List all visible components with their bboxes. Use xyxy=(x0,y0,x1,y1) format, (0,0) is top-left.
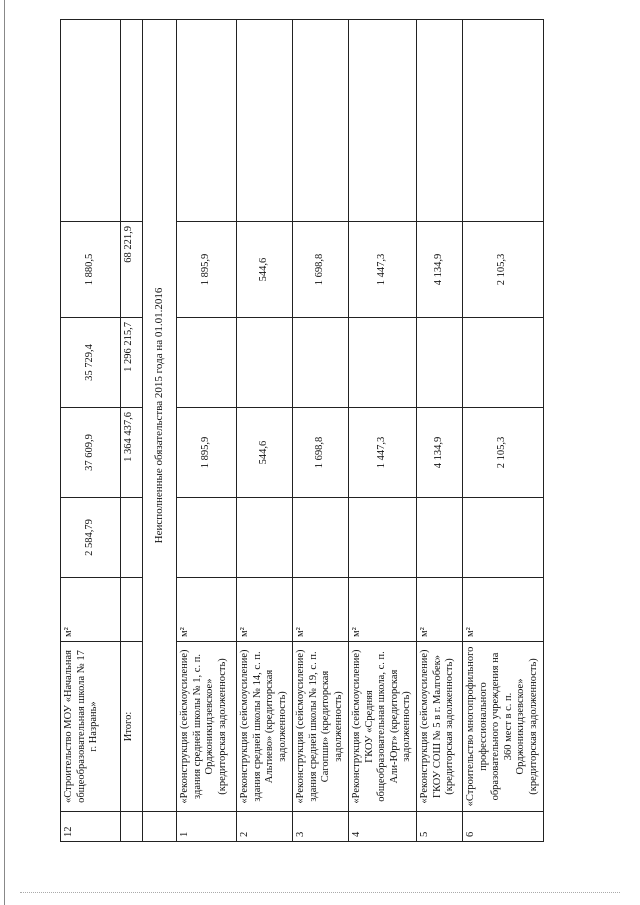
object-name: «Реконструкция (сейсмоусиление) здания средней школы № 1, с. п. Орджоникидзевское» (кредиторская задолженность) xyxy=(177,642,237,812)
rotated-page xyxy=(60,20,539,842)
empty-cell xyxy=(143,812,177,842)
empty-cell xyxy=(293,498,349,578)
object-name: «Реконструкция (сейсмоусиление) ГКОУ «Средняя общеобразовательная школа, с. п. Али-Юрт» (кредиторская задолженность) xyxy=(349,642,417,812)
object-name: «Строительство многопрофильного профессионального образовательного учреждения на 360 мест в с. п. Орджоникидзевское» (кредиторская задолженность) xyxy=(462,642,543,812)
row-number: 1 xyxy=(177,812,237,842)
value-cell: 544,6 xyxy=(237,408,293,498)
row-number: 5 xyxy=(416,812,462,842)
value-cell: 37 609,9 xyxy=(61,408,121,498)
empty-cell xyxy=(121,812,143,842)
object-name: «Реконструкция (сейсмоусиление) здания средней школы № 19, с. п. Сагопши» (кредиторская задолженность) xyxy=(293,642,349,812)
value-cell: 1 447,3 xyxy=(349,408,417,498)
empty-cell xyxy=(349,20,417,222)
value-cell: 1 895,9 xyxy=(177,222,237,318)
row-number: 2 xyxy=(237,812,293,842)
object-name: «Реконструкция (сейсмоусиление) здания средней школы № 14, с. п. Альтиево» (кредиторская задолженность) xyxy=(237,642,293,812)
table-row xyxy=(61,20,121,842)
unit-cell: м² xyxy=(177,578,237,642)
value-cell: 2 105,3 xyxy=(462,222,543,318)
empty-cell xyxy=(121,578,143,642)
row-number: 4 xyxy=(349,812,417,842)
value-cell: 2 584,79 xyxy=(61,498,121,578)
empty-cell xyxy=(121,498,143,578)
value-cell: 1 447,3 xyxy=(349,222,417,318)
table-row xyxy=(416,20,462,842)
value-cell: 4 134,9 xyxy=(416,408,462,498)
total-row xyxy=(121,20,143,842)
table-row xyxy=(462,20,543,842)
unit-cell: м² xyxy=(237,578,293,642)
total-value: 1 364 437,6 xyxy=(121,408,143,498)
empty-cell xyxy=(416,20,462,222)
value-cell: 1 698,8 xyxy=(293,222,349,318)
empty-cell xyxy=(177,498,237,578)
table-row xyxy=(177,20,237,842)
value-cell: 1 880,5 xyxy=(61,222,121,318)
row-number: 6 xyxy=(462,812,543,842)
empty-cell xyxy=(462,20,543,222)
unit-cell: м² xyxy=(293,578,349,642)
empty-cell xyxy=(121,20,143,222)
value-cell: 1 895,9 xyxy=(177,408,237,498)
object-name: «Строительство МОУ «Начальная общеобразовательная школа № 17 г. Назрань» xyxy=(61,642,121,812)
empty-cell xyxy=(177,20,237,222)
empty-cell xyxy=(293,20,349,222)
page-bottom-line xyxy=(20,892,620,893)
empty-cell xyxy=(349,498,417,578)
row-number: 3 xyxy=(293,812,349,842)
table-row xyxy=(349,20,417,842)
value-cell: 4 134,9 xyxy=(416,222,462,318)
page-left-edge xyxy=(4,0,5,905)
unit-cell: м² xyxy=(416,578,462,642)
section-row xyxy=(143,20,177,842)
empty-cell xyxy=(237,20,293,222)
total-value: 68 221,9 xyxy=(121,222,143,318)
value-cell: 2 105,3 xyxy=(462,408,543,498)
value-cell: 35 729,4 xyxy=(61,318,121,408)
empty-cell xyxy=(61,20,121,222)
unit-cell: м² xyxy=(462,578,543,642)
empty-cell xyxy=(462,318,543,408)
unit-cell: м² xyxy=(349,578,417,642)
table-row xyxy=(237,20,293,842)
empty-cell xyxy=(462,498,543,578)
table-row xyxy=(293,20,349,842)
obligations-table xyxy=(60,19,544,842)
section-title: Неисполненные обязательства 2015 года на 01.01.2016 xyxy=(143,20,177,812)
empty-cell xyxy=(237,498,293,578)
unit-cell: м² xyxy=(61,578,121,642)
rotated-table-wrapper xyxy=(60,20,539,842)
value-cell: 544,6 xyxy=(237,222,293,318)
object-name: «Реконструкция (сейсмоусиление) ГКОУ СОШ № 5 в г. Малгобек» (кредиторская задолженность) xyxy=(416,642,462,812)
empty-cell xyxy=(177,318,237,408)
empty-cell xyxy=(293,318,349,408)
total-label: Итого: xyxy=(121,642,143,812)
total-value: 1 296 215,7 xyxy=(121,318,143,408)
empty-cell xyxy=(416,498,462,578)
empty-cell xyxy=(349,318,417,408)
row-number: 12 xyxy=(61,812,121,842)
empty-cell xyxy=(416,318,462,408)
empty-cell xyxy=(237,318,293,408)
value-cell: 1 698,8 xyxy=(293,408,349,498)
